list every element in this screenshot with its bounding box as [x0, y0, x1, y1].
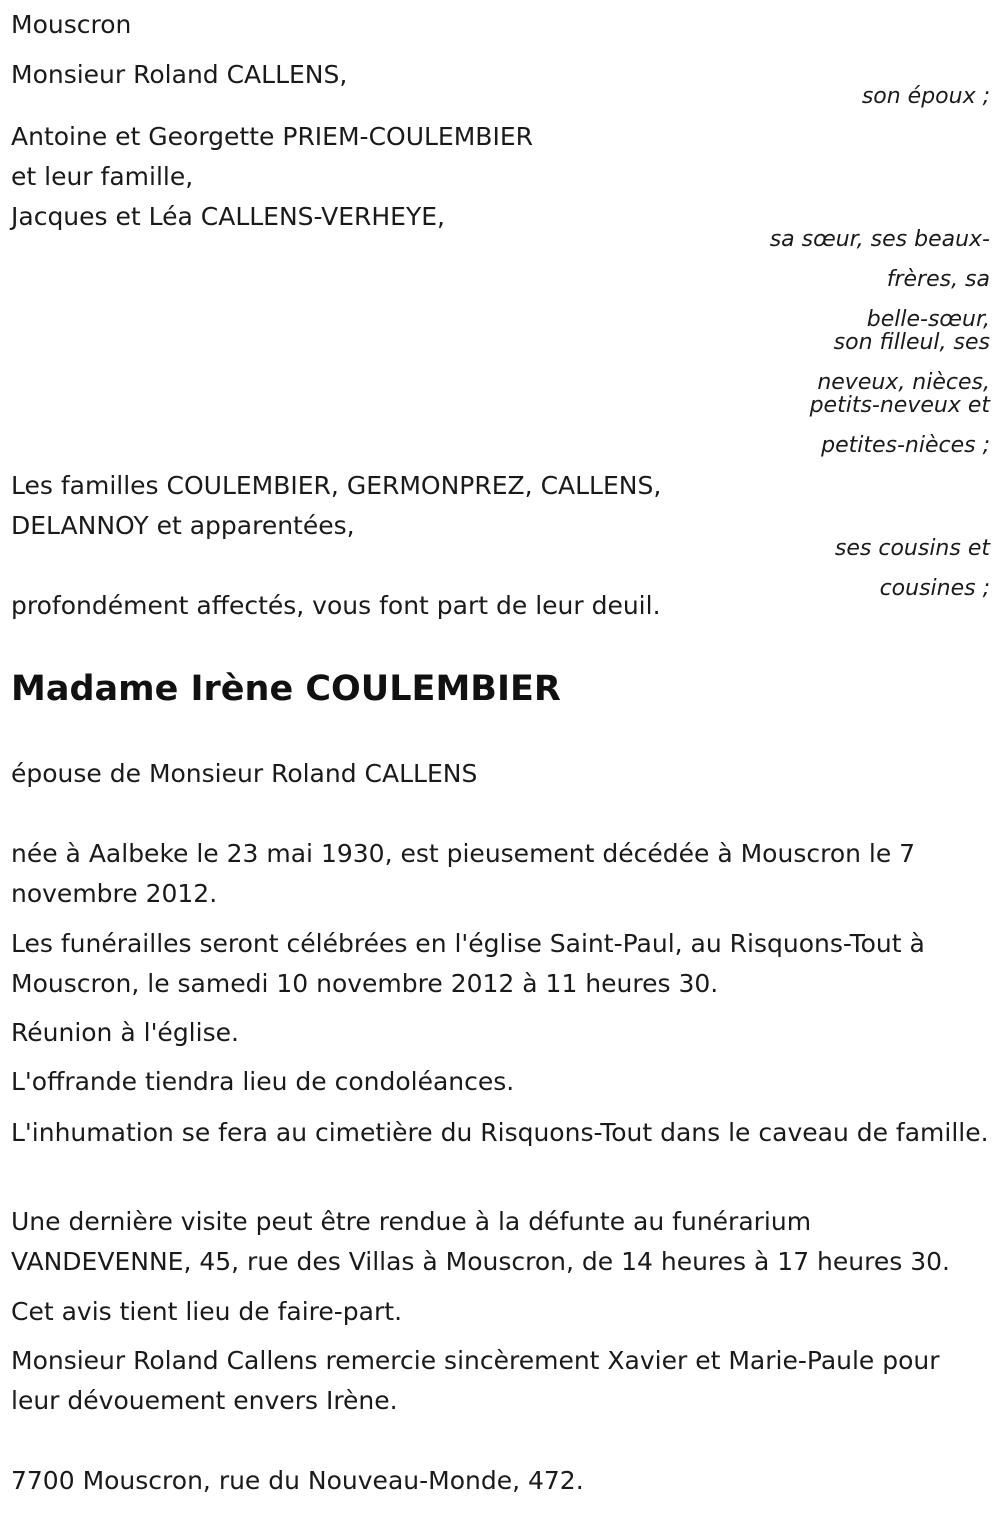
detail-offrande: L'offrande tiendra lieu de condoléances. — [11, 1067, 515, 1096]
detail-inhumation: L'inhumation se fera au cimetière du Risquons-Tout dans le caveau de famille. — [11, 1118, 989, 1147]
relation-spouse: son époux ; — [861, 84, 990, 109]
family-line-priem: Antoine et Georgette PRIEM-COULEMBIER — [11, 122, 533, 151]
relation-cousins-line-2: cousines ; — [879, 576, 990, 601]
detail-faire-part: Cet avis tient lieu de faire-part. — [11, 1297, 403, 1326]
relation-cousins-line-1: ses cousins et — [834, 536, 990, 561]
relation-sister-line-6: petits-neveux et — [809, 393, 990, 418]
deceased-name: Madame Irène COULEMBIER — [11, 669, 561, 709]
address-footer: 7700 Mouscron, rue du Nouveau-Monde, 472. — [11, 1466, 584, 1495]
family-line-famille: et leur famille, — [11, 162, 194, 191]
spouse-line: épouse de Monsieur Roland CALLENS — [11, 759, 478, 788]
family-line-jacques: Jacques et Léa CALLENS-VERHEYE, — [11, 202, 445, 231]
detail-reunion: Réunion à l'église. — [11, 1018, 239, 1047]
city-heading: Mouscron — [11, 10, 132, 39]
detail-thanks: Monsieur Roland Callens remercie sincèrement Xavier et Marie-Paule pour leur dévouement envers Irène. — [11, 1346, 940, 1415]
relation-sister-line-2: frères, sa — [886, 267, 990, 292]
detail-visit: Une dernière visite peut être rendue à la défunte au funérarium VANDEVENNE, 45, rue des Villas à Mouscron, de 14 heures à 17 heures 30. — [11, 1207, 950, 1276]
relation-sister-line-4: son filleul, ses — [833, 330, 990, 355]
family-line-familles: Les familles COULEMBIER, GERMONPREZ, CALLENS, — [11, 471, 662, 500]
relation-sister-line-5: neveux, nièces, — [817, 370, 990, 395]
family-closing-line: profondément affectés, vous font part de leur deuil. — [11, 591, 661, 620]
family-line-delannoy: DELANNOY et apparentées, — [11, 511, 355, 540]
relation-sister-line-3: belle-sœur, — [866, 307, 990, 332]
relation-sister-line-7: petites-nièces ; — [821, 433, 990, 458]
detail-funeral: Les funérailles seront célébrées en l'église Saint-Paul, au Risquons-Tout à Mouscron, le samedi 10 novembre 2012 à 11 heures 30. — [11, 929, 925, 998]
relation-sister-line-1: sa sœur, ses beaux- — [769, 227, 990, 252]
detail-birth-death: née à Aalbeke le 23 mai 1930, est pieusement décédée à Mouscron le 7 novembre 2012. — [11, 839, 916, 908]
family-line-spouse: Monsieur Roland CALLENS, — [11, 60, 348, 89]
